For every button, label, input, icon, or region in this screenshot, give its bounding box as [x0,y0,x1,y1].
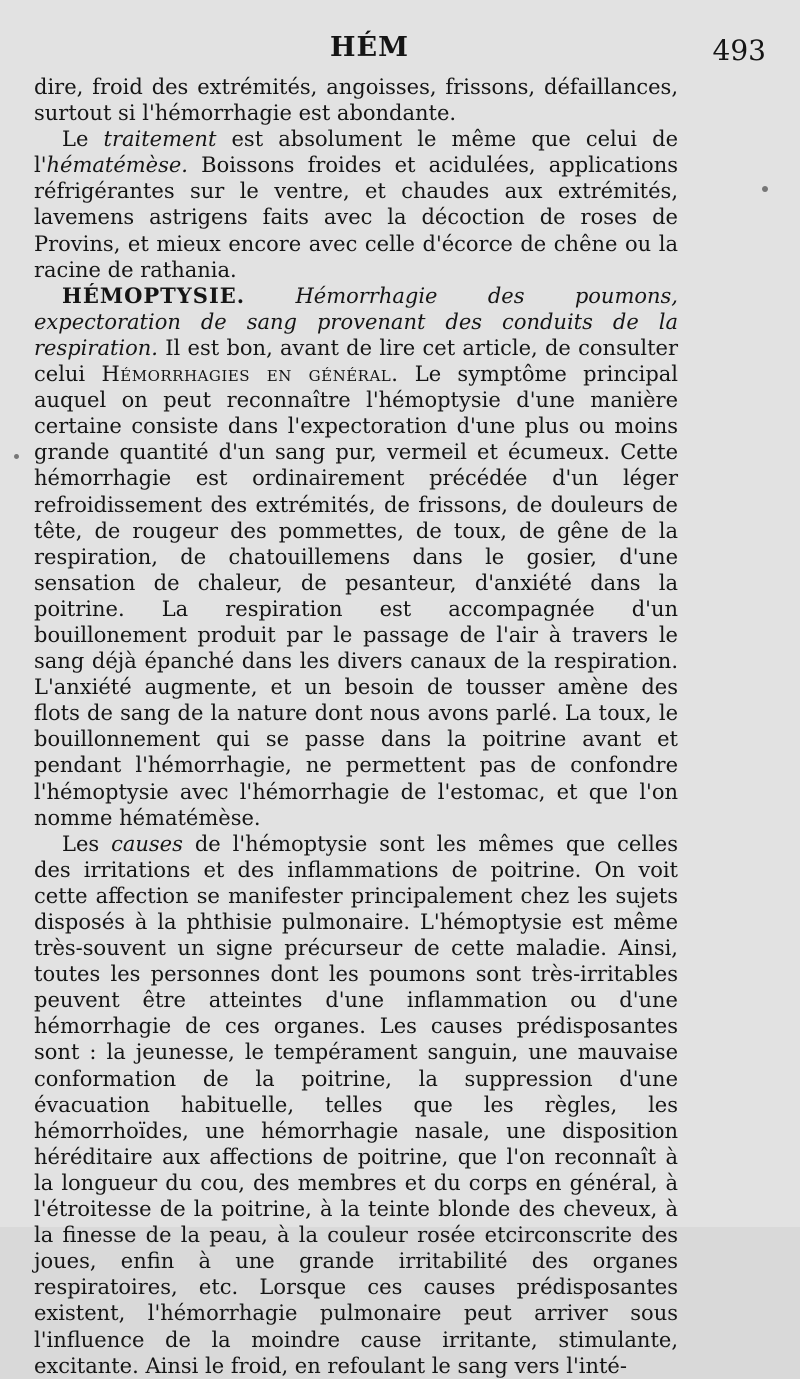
text-run: Le [62,127,104,152]
text-run: Boissons froides et acidulées, applications réfrigérantes sur le ventre, et chaudes aux extrémités, lavemens astrigens faits avec la décoction de roses de Provins, et mieux encore avec celle d'écorce de chêne ou la racine de rathania. [34,153,678,282]
text-run: Il est bon, avant de lire cet article, de consulter celui [34,335,678,387]
paragraph-treatment [34,126,678,283]
text-run: dire, froid des extrémités, angoisses, frissons, défaillances, surtout si l'hémorrhagie est abondante. [34,75,678,126]
running-title: HÉM [330,32,409,63]
italic-term: Hémorrhagie des poumons, expectoration de sang provenant des conduits de la respiration. [34,283,678,360]
cross-reference: Hémorrhagies en général. [101,362,399,387]
paper-stain [762,186,768,192]
paragraph-continuation [34,74,678,126]
paper-stain [14,454,19,459]
entry-title: HÉMOPTYSIE. [62,282,246,308]
italic-term: causes [111,831,183,856]
text-run: est absolument le même que celui de l' [34,127,678,178]
running-head [34,30,766,74]
page-number: 493 [712,34,766,67]
paragraph-causes [34,831,678,1379]
text-run: Le symptôme principal auquel on peut reconnaître l'hémoptysie d'une manière certaine consiste dans l'expectoration d'une plus ou moins grande quantité d'un sang pur, vermeil et écumeux. Cette hémorrhagie est ordinairement précédée d'un léger refroidissement des extrémités, de frissons, de douleurs de tête, de rougeur des pommettes, de toux, de gêne de la respiration, de chatouillemens dans le gosier, d'une sensation de chaleur, de pesanteur, d'anxiété dans la poitrine. La respiration est accompagnée d'un bouillonement produit par le passage de l'air à travers le sang déjà épanché dans les divers canaux de la respiration. L'anxiété augmente, et un besoin de tousser amène des flots de sang de la nature dont nous avons parlé. La toux, le bouillonnement qui se passe dans la poitrine avant et pendant l'hémorrhagie, ne permettent pas de confondre l'hémoptysie avec l'hémorrhagie de l'estomac, et que l'on nomme hématémèse. [34,362,679,830]
text-run: Les [62,831,112,856]
text-run [245,284,295,308]
text-body [34,74,678,1379]
paragraph-hemoptysie-entry [34,283,678,831]
italic-term: hématémèse. [46,153,188,178]
italic-term: traitement [103,127,217,152]
text-run: de l'hémoptysie sont les mêmes que celles des irritations et des inflammations de poitrine. On voit cette affection se manifester principalement chez les sujets disposés à la phthisie pulmonaire. L'hémoptysie est même très-souvent un signe précurseur de cette maladie. Ainsi, toutes les personnes dont les poumons sont très-irritables peuvent être atteintes d'une inflammation ou d'une hémorrhagie de ces organes. Les causes prédisposantes sont : la jeunesse, le tempérament sanguin, une mauvaise conformation de la poitrine, la suppression d'une évacuation habituelle, telles que les règles, les hémorrhoïdes, une hémorrhagie nasale, une disposition héréditaire aux affections de poitrine, que l'on reconnaît à la longueur du cou, des membres et du corps en général, à l'étroitesse de la poitrine, à la teinte blonde des cheveux, à la finesse de la peau, à la couleur rosée etcirconscrite des joues, enfin à une grande irritabilité des organes respiratoires, etc. Lorsque ces causes prédisposantes existent, l'hémorrhagie pulmonaire peut arriver sous l'influence de la moindre cause irritante, stimulante, excitante. Ainsi le froid, en refoulant le sang vers l'inté- [34,831,678,1378]
